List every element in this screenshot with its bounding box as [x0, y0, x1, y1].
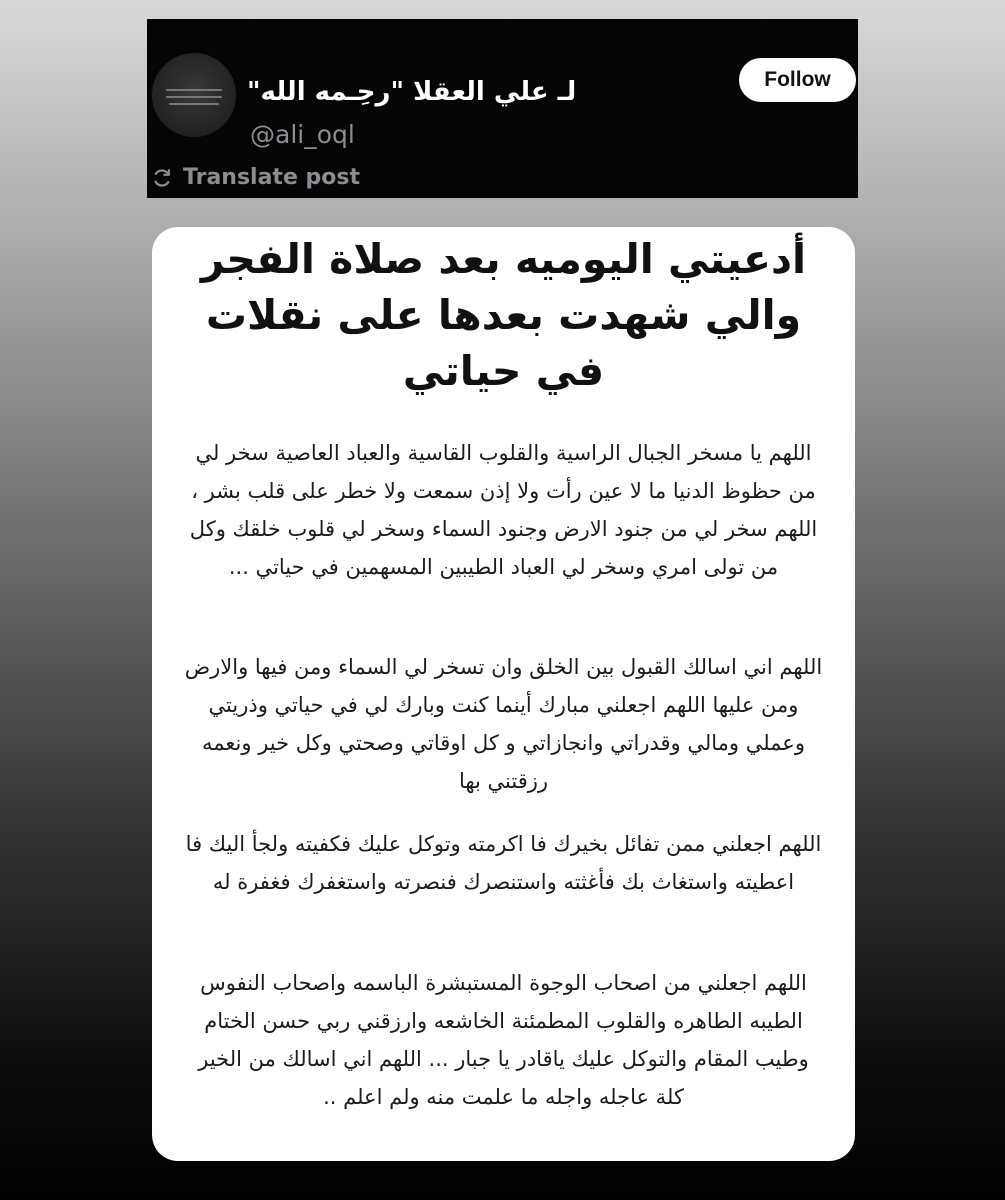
author-handle[interactable]: @ali_oql	[250, 120, 355, 149]
dua-paragraph: اللهم اجعلني ممن تفائل بخيرك فا اكرمته وتوكل عليك فكفيته ولجأ اليك فا اعطيته واستغاث بك فأغثته واستنصرك فنصرته واستغفرك فغفرة له	[185, 832, 822, 894]
dua-paragraph: اللهم اني اسالك القبول بين الخلق وان تسخر لي السماء ومن فيها والارض ومن عليها اللهم اجعلني مبارك أينما كنت وبارك لي في حياتي وذريتي وعملي ومالي وقدراتي وانجازاتي و كل اوقاتي وصحتي وكل خير ونعمه رزقتني بها	[184, 655, 823, 793]
avatar-text-line	[166, 89, 222, 91]
dua-paragraph: اللهم اجعلني من اصحاب الوجوة المستبشرة الباسمه واصحاب النفوس الطيبه الطاهره والقلوب المطمئنة الخاشعه وارزقني ربي حسن الختام وطيب المقام والتوكل عليك ياقادر يا جبار ... اللهم اني اسالك من الخير كلة عاجله واجله ما علمت منه ولم اعلم ..	[198, 971, 809, 1109]
avatar-text-line	[169, 103, 219, 105]
avatar-text-line	[166, 96, 222, 98]
translate-post-label: Translate post	[183, 165, 360, 190]
author-display-name[interactable]: لـ علي العقلا "رحِـمه الله"	[247, 77, 577, 107]
dua-paragraph: اللهم يا مسخر الجبال الراسية والقلوب القاسية والعباد العاصية سخر لي من حظوظ الدنيا ما لا عين رأت ولا إذن سمعت ولا خطر على قلب بشر ، اللهم سخر لي من جنود الارض وجنود السماء وسخر لي قلوب خلقك وكل من تولى امري وسخر لي العباد الطيبين المسهمين في حياتي ...	[189, 441, 818, 579]
tweet-header	[147, 19, 858, 198]
follow-button[interactable]: Follow	[739, 58, 856, 102]
post-image-card	[152, 227, 855, 1161]
profile-avatar[interactable]	[152, 53, 236, 137]
post-title: أدعيتي اليوميه بعد صلاة الفجر والي شهدت بعدها على نقلات في حياتي	[200, 235, 807, 395]
refresh-icon	[151, 167, 173, 189]
translate-post-link[interactable]	[151, 165, 360, 190]
